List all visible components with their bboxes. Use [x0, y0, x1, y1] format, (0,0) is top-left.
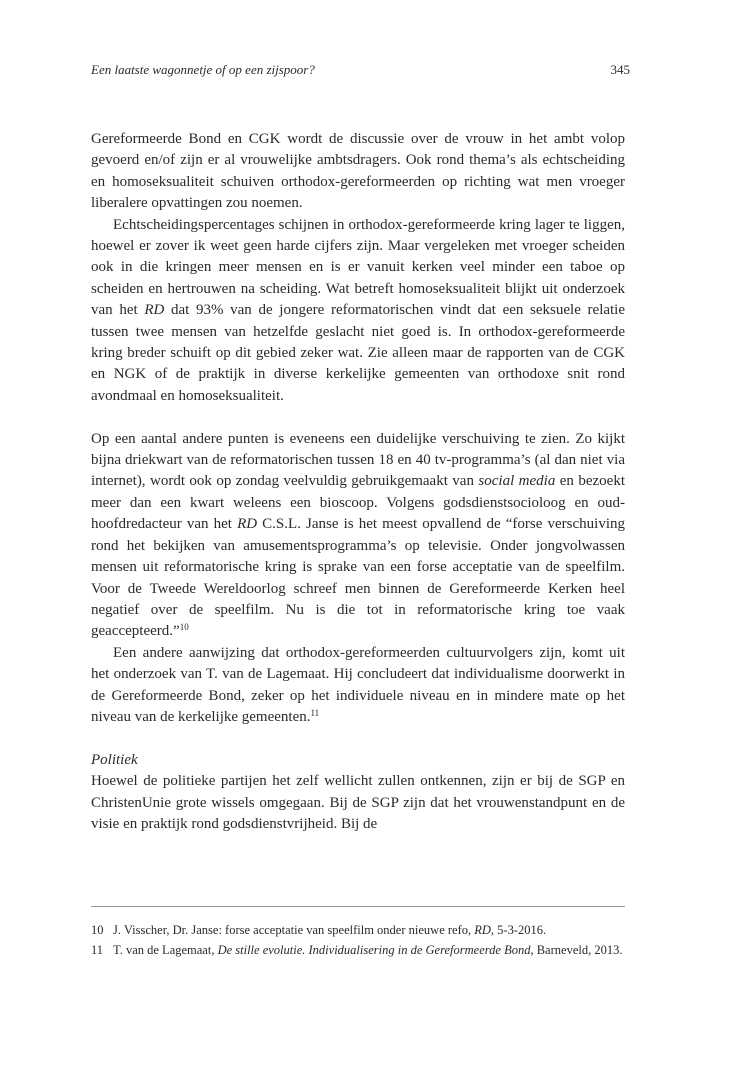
footnote-text: J. Visscher, Dr. Janse: forse acceptatie van speelfilm onder nieuwe refo, RD, 5-3-2016.: [113, 923, 547, 937]
page-number: 345: [610, 62, 630, 77]
footnotes: [91, 921, 625, 960]
paragraph-5: Hoewel de politieke partijen het zelf wellicht zullen ontkennen, zijn er bij de SGP en ChristenUnie grote wissels omgegaan. Bij de SGP zijn dat het vrouwenstandpunt en de visie en praktijk rond godsdienstvrijheid. Bij de: [91, 773, 625, 832]
footnote-text: T. van de Lagemaat, De stille evolutie. Individualisering in de Gereformeerde Bond, Barneveld, 2013.: [113, 942, 623, 957]
running-title: Een laatste wagonnetje of op een zijspoor?: [91, 62, 315, 77]
paragraph-3: Op een aantal andere punten is eveneens een duidelijke verschuiving te zien. Zo kijkt bijna driekwart van de reformatorischen tussen 18 en 40 tv-programma’s (al dan niet via internet), wordt ook op zondag veelvuldig gebruikgemaakt van social media en bezoekt meer dan een kwart weleens een bioscoop. Volgens godsdienstsocioloog en oud-hoofdredacteur van het RD C.S.L. Janse is het meest opvallend de “forse verschuiving rond het bekijken van amusementsprogramma’s op televisie. Onder jongvolwassen mensen uit reformatorische kring is sprake van een forse acceptatie van de speelfilm. Voor de Tweede Wereldoorlog schreef men binnen de Gereformeerde Kerken heel negatief over de speelfilm. Nu is die tot in reformatorische kring toe vaak geaccepteerd.”$^{10}$: [91, 430, 625, 640]
section-heading: Politiek: [91, 751, 138, 768]
paragraph-2: Echtscheidingspercentages schijnen in orthodox-gereformeerde kring lager te liggen, hoewel er zover ik weet geen harde cijfers zijn. Maar vergeleken met vroeger scheiden ook in die kringen meer mensen en is er vanuit kerken veel minder een taboe op scheiden en hertrouwen na scheiding. Wat betreft homoseksualiteit blijkt uit onderzoek van het RD dat 93% van de jongere reformatorischen vindt dat een seksuele relatie tussen twee mensen van hetzelfde geslacht niet goed is. In orthodox-gereformeerde kring breder schuift op dit gebied zeker wat. Zie alleen maar de rapporten van de CGK en NGK of de praktijk in diverse kerkelijke gemeenten van orthodoxe snit rond avondmaal en homoseksualiteit.: [91, 216, 626, 404]
paragraph-4: Een andere aanwijzing dat orthodox-gereformeerden cultuurvolgers zijn, komt uit het onderzoek van T. van de Lagemaat. Hij concludeert dat individualisme doorwerkt in de Gereformeerde Bond, zeker op het individuele niveau en in mindere mate op het niveau van de kerkelijke gemeenten.$^{11}$: [91, 644, 625, 725]
footnote-number: 10: [91, 923, 104, 937]
footnote-11: [91, 941, 625, 961]
footnote-10: [91, 921, 625, 941]
running-header: [91, 62, 630, 82]
footnote-ref-10[interactable]: 10: [179, 622, 189, 633]
rd-abbreviation: RD: [237, 516, 258, 533]
footnote-divider: [91, 906, 625, 907]
body-text: [91, 129, 625, 835]
paragraph-1: Gereformeerde Bond en CGK wordt de discussie over de vrouw in het ambt volop gevoerd en/of zijn er al vrouwelijke ambtsdragers. Ook rond thema’s als echtscheiding en homoseksualiteit schuiven orthodox-gereformeerden op richting wat men vroeger liberalere opvattingen zou noemen.: [91, 131, 625, 212]
footnote-number: 11: [91, 942, 104, 957]
footnote-ref-11[interactable]: 11: [310, 707, 320, 718]
social-media-term: social media: [478, 473, 556, 490]
rd-abbreviation: RD: [144, 302, 165, 319]
